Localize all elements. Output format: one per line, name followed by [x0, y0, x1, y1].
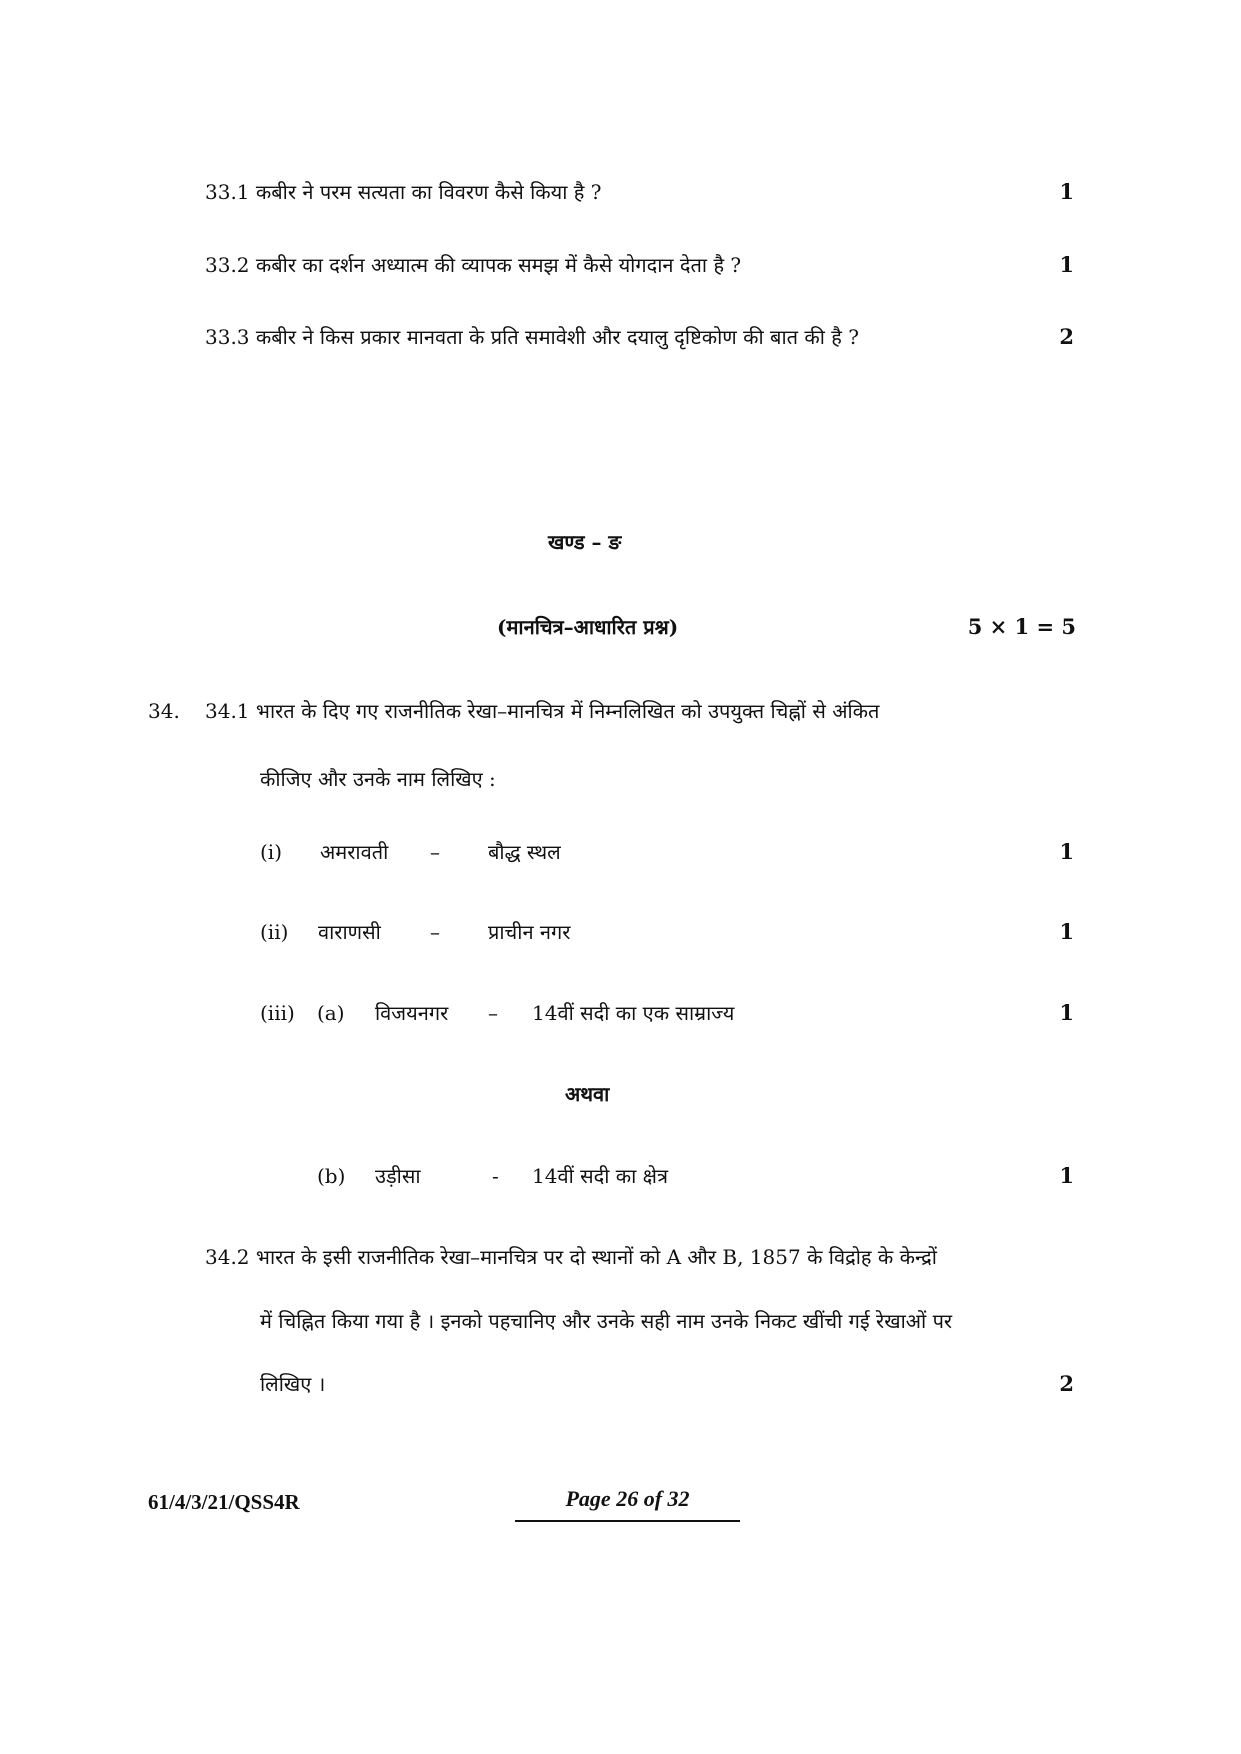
section-subtitle: (मानचित्र–आधारित प्रश्न): [497, 615, 679, 639]
q34-2-number: 34.2: [205, 1245, 250, 1269]
q33-2-marks: 1: [1059, 252, 1074, 277]
item-i-number: (i): [260, 840, 283, 864]
q34-1-line2: कीजिए और उनके नाम लिखिए :: [260, 767, 496, 791]
alt-dash: -: [492, 1164, 499, 1188]
q33-1-text: कबीर ने परम सत्यता का विवरण कैसे किया है ?: [255, 180, 602, 204]
q34-2-marks: 2: [1059, 1371, 1074, 1396]
alt-sub: (b): [317, 1164, 346, 1188]
q34-number: 34.: [148, 699, 180, 723]
item-ii-number: (ii): [260, 920, 289, 944]
q34-2-line1: [205, 1243, 937, 1271]
item-iii-desc: 14वीं सदी का एक साम्राज्य: [532, 1001, 735, 1025]
item-ii-place: वाराणसी: [318, 920, 381, 944]
alt-place: उड़ीसा: [375, 1164, 421, 1188]
or-label: अथवा: [565, 1082, 610, 1106]
alt-marks: 1: [1059, 1163, 1074, 1188]
page-number: Page 26 of 32: [515, 1486, 740, 1522]
alt-desc: 14वीं सदी का क्षेत्र: [532, 1164, 669, 1188]
item-i-marks: 1: [1059, 839, 1074, 864]
item-i-dash: –: [430, 840, 440, 864]
item-iii-marks: 1: [1059, 1000, 1074, 1025]
item-iii-place: विजयनगर: [375, 1001, 449, 1025]
q34-2-line3: लिखिए ।: [260, 1372, 326, 1396]
q33-2: [205, 251, 741, 279]
q33-3-text: कबीर ने किस प्रकार मानवता के प्रति समावेशी और दयालु दृष्टिकोण की बात की है ?: [255, 325, 859, 349]
paper-code: 61/4/3/21/QSS4R: [148, 1490, 300, 1514]
q34-1-text-1: भारत के दिए गए राजनीतिक रेखा–मानचित्र में निम्नलिखित को उपयुक्त चिह्नों से अंकित: [255, 699, 880, 723]
section-marks: 5 × 1 = 5: [967, 614, 1076, 639]
q33-2-number: 33.2: [205, 253, 250, 277]
q34-1-number: 34.1: [205, 699, 250, 723]
item-ii-dash: –: [430, 920, 440, 944]
item-i-place: अमरावती: [320, 840, 389, 864]
item-iii-number: (iii): [260, 1001, 295, 1025]
q34-2-line2: में चिह्नित किया गया है । इनको पहचानिए और उनके सही नाम उनके निकट खींची गई रेखाओं पर: [260, 1309, 953, 1333]
q33-3-marks: 2: [1059, 324, 1074, 349]
item-iii-dash: –: [488, 1001, 498, 1025]
item-ii-desc: प्राचीन नगर: [488, 920, 571, 944]
item-iii-sub: (a): [317, 1001, 345, 1025]
q33-1-marks: 1: [1059, 179, 1074, 204]
q34-2-text-1: भारत के इसी राजनीतिक रेखा–मानचित्र पर दो स्थानों को A और B, 1857 के विद्रोह के केन्द्रों: [255, 1245, 937, 1269]
q33-1-number: 33.1: [205, 180, 250, 204]
item-i-desc: बौद्ध स्थल: [488, 840, 561, 864]
q33-3-number: 33.3: [205, 325, 250, 349]
q33-3: [205, 323, 859, 351]
section-title: खण्ड – ङ: [548, 530, 622, 554]
q33-2-text: कबीर का दर्शन अध्यात्म की व्यापक समझ में कैसे योगदान देता है ?: [255, 253, 742, 277]
q33-1: [205, 178, 602, 206]
q34-1-line1: [205, 697, 879, 725]
item-ii-marks: 1: [1059, 919, 1074, 944]
